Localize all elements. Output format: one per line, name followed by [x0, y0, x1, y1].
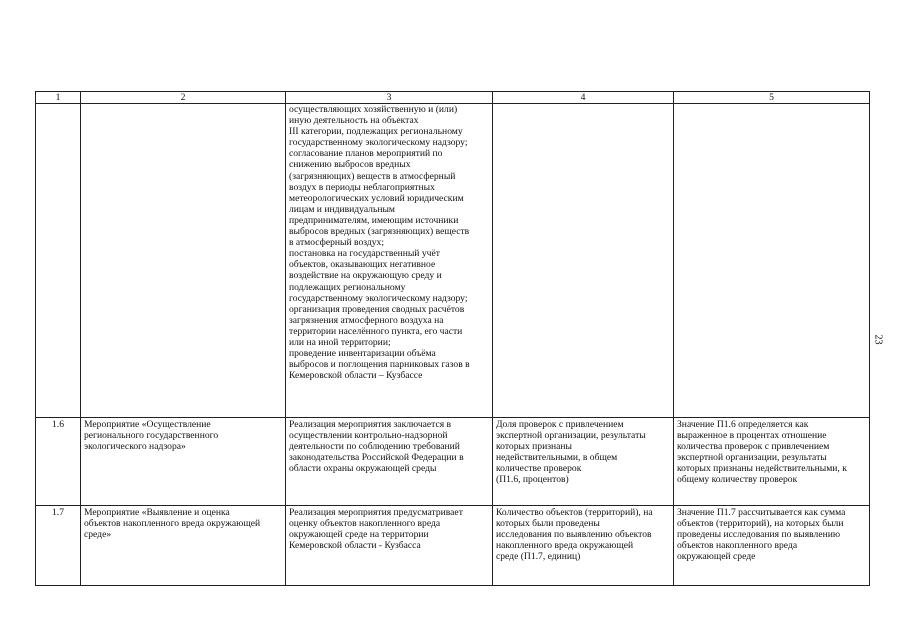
text-line: недействительными, в общем — [496, 452, 618, 464]
text-line: иную деятельность на объектах — [289, 115, 419, 127]
text-line: объектов накопленного вреда — [677, 540, 798, 552]
text-line: воздействие на окружающую среду и — [289, 270, 442, 282]
calculation-method-cell — [674, 104, 870, 418]
text-line: осуществлении контрольно-надзорной — [289, 430, 448, 442]
text-line: III категории, подлежащих региональному — [289, 126, 463, 138]
text-line: снижению выбросов вредных — [289, 159, 411, 171]
text-line: количества проверок с привлечением — [677, 441, 830, 453]
text-line: Количество объектов (территорий), на — [496, 507, 653, 518]
text-line: объектов накопленного вреда окружающей — [84, 518, 261, 530]
text-line: (П1.6, процентов) — [496, 474, 569, 486]
text-line: Кемеровской области - Кузбасса — [289, 540, 421, 552]
page-number: 23 — [872, 334, 884, 345]
measure-description-cell — [286, 418, 493, 506]
text-line: среде (П1.7, единиц) — [496, 551, 581, 563]
text-line: государственному экологическому надзору; — [289, 137, 468, 149]
text-line: экспертной организации, результаты — [677, 452, 827, 464]
calculation-method-cell — [674, 418, 870, 506]
text-line: экологического надзора» — [84, 441, 186, 453]
table-row — [36, 506, 870, 586]
text-line: проведены исследования по выявлению — [677, 529, 841, 541]
text-line: которых признаны — [496, 441, 572, 453]
text-line: в атмосферный воздух; — [289, 237, 385, 249]
measure-name-cell — [81, 418, 286, 506]
text-line: оценку объектов накопленного вреда — [289, 518, 441, 530]
indicator-cell — [493, 418, 674, 506]
table-row — [36, 418, 870, 506]
text-line: Реализация мероприятия заключается в — [289, 419, 452, 430]
text-line: Мероприятие «Осуществление — [84, 419, 211, 430]
text-line: количестве проверок — [496, 463, 582, 475]
text-line: окружающей среде — [677, 551, 756, 563]
text-line: проведение инвентаризации объёма — [289, 348, 436, 360]
indicator-cell — [493, 104, 674, 418]
text-line: выбросов вредных (загрязняющих) веществ — [289, 226, 470, 238]
text-line: исследования по выявлению объектов — [496, 529, 652, 541]
text-line: выбросов и поглощения парниковых газов в — [289, 359, 470, 371]
text-line: которых признаны недействительными, к — [677, 463, 847, 475]
indicator-cell — [493, 506, 674, 586]
column-number-row — [36, 92, 870, 104]
column-number-cell: 2 — [81, 92, 286, 104]
text-line: экспертной организации, результаты — [496, 430, 646, 442]
text-line: согласование планов мероприятий по — [289, 148, 443, 160]
text-line: объектов (территорий), на которых были — [677, 518, 844, 530]
text-line: среде» — [84, 529, 112, 541]
measure-description-cell — [286, 506, 493, 586]
number-cell: 1.7 — [36, 506, 81, 586]
text-line: объектов, оказывающих негативное — [289, 259, 436, 271]
text-line: постановка на государственный учёт — [289, 248, 440, 260]
text-line: загрязнения атмосферного воздуха на — [289, 314, 444, 326]
text-line: Значение П1.6 определяется как — [677, 419, 809, 430]
text-line: территории населённого пункта, его части — [289, 325, 463, 337]
column-number-cell: 1 — [36, 92, 81, 104]
text-line: (загрязняющих) веществ в атмосферный — [289, 170, 456, 182]
number-cell — [36, 104, 81, 418]
text-line: предпринимателям, имеющим источники — [289, 214, 459, 226]
text-line: Значение П1.7 рассчитывается как сумма — [677, 507, 846, 518]
text-line: которых были проведены — [496, 518, 600, 530]
measures-table — [35, 91, 870, 586]
measure-name-cell — [81, 104, 286, 418]
text-line: накопленного вреда окружающей — [496, 540, 634, 552]
calculation-method-cell — [674, 506, 870, 586]
text-line: Мероприятие «Выявление и оценка — [84, 507, 230, 518]
text-line: деятельности по соблюдению требований — [289, 441, 460, 453]
continuation-row — [36, 104, 870, 418]
text-line: окружающей среде на территории — [289, 529, 429, 541]
text-line: подлежащих региональному — [289, 281, 406, 293]
text-line: лицам и индивидуальным — [289, 203, 395, 215]
text-line: регионального государственного — [84, 430, 219, 442]
column-number-cell: 5 — [674, 92, 870, 104]
number-cell: 1.6 — [36, 418, 81, 506]
text-line: общему количеству проверок — [677, 474, 798, 486]
measure-description-cell — [286, 104, 493, 418]
text-line: Доля проверок с привлечением — [496, 419, 624, 430]
text-line: Кемеровской области – Кузбассе — [289, 370, 423, 382]
text-line: государственному экологическому надзору; — [289, 292, 468, 304]
column-number-cell: 4 — [493, 92, 674, 104]
text-line: области охраны окружающей среды — [289, 463, 437, 475]
text-line: выраженное в процентах отношение — [677, 430, 827, 442]
text-line: метеорологических условий юридическим — [289, 192, 464, 204]
text-line: или на иной территории; — [289, 336, 391, 348]
text-line: организация проведения сводных расчётов — [289, 303, 465, 315]
text-line: осуществляющих хозяйственную и (или) — [289, 104, 458, 115]
text-line: Реализация мероприятия предусматривает — [289, 507, 463, 518]
measure-name-cell — [81, 506, 286, 586]
text-line: законодательства Российской Федерации в — [289, 452, 464, 464]
column-number-cell: 3 — [286, 92, 493, 104]
text-line: воздух в периоды неблагоприятных — [289, 181, 435, 193]
